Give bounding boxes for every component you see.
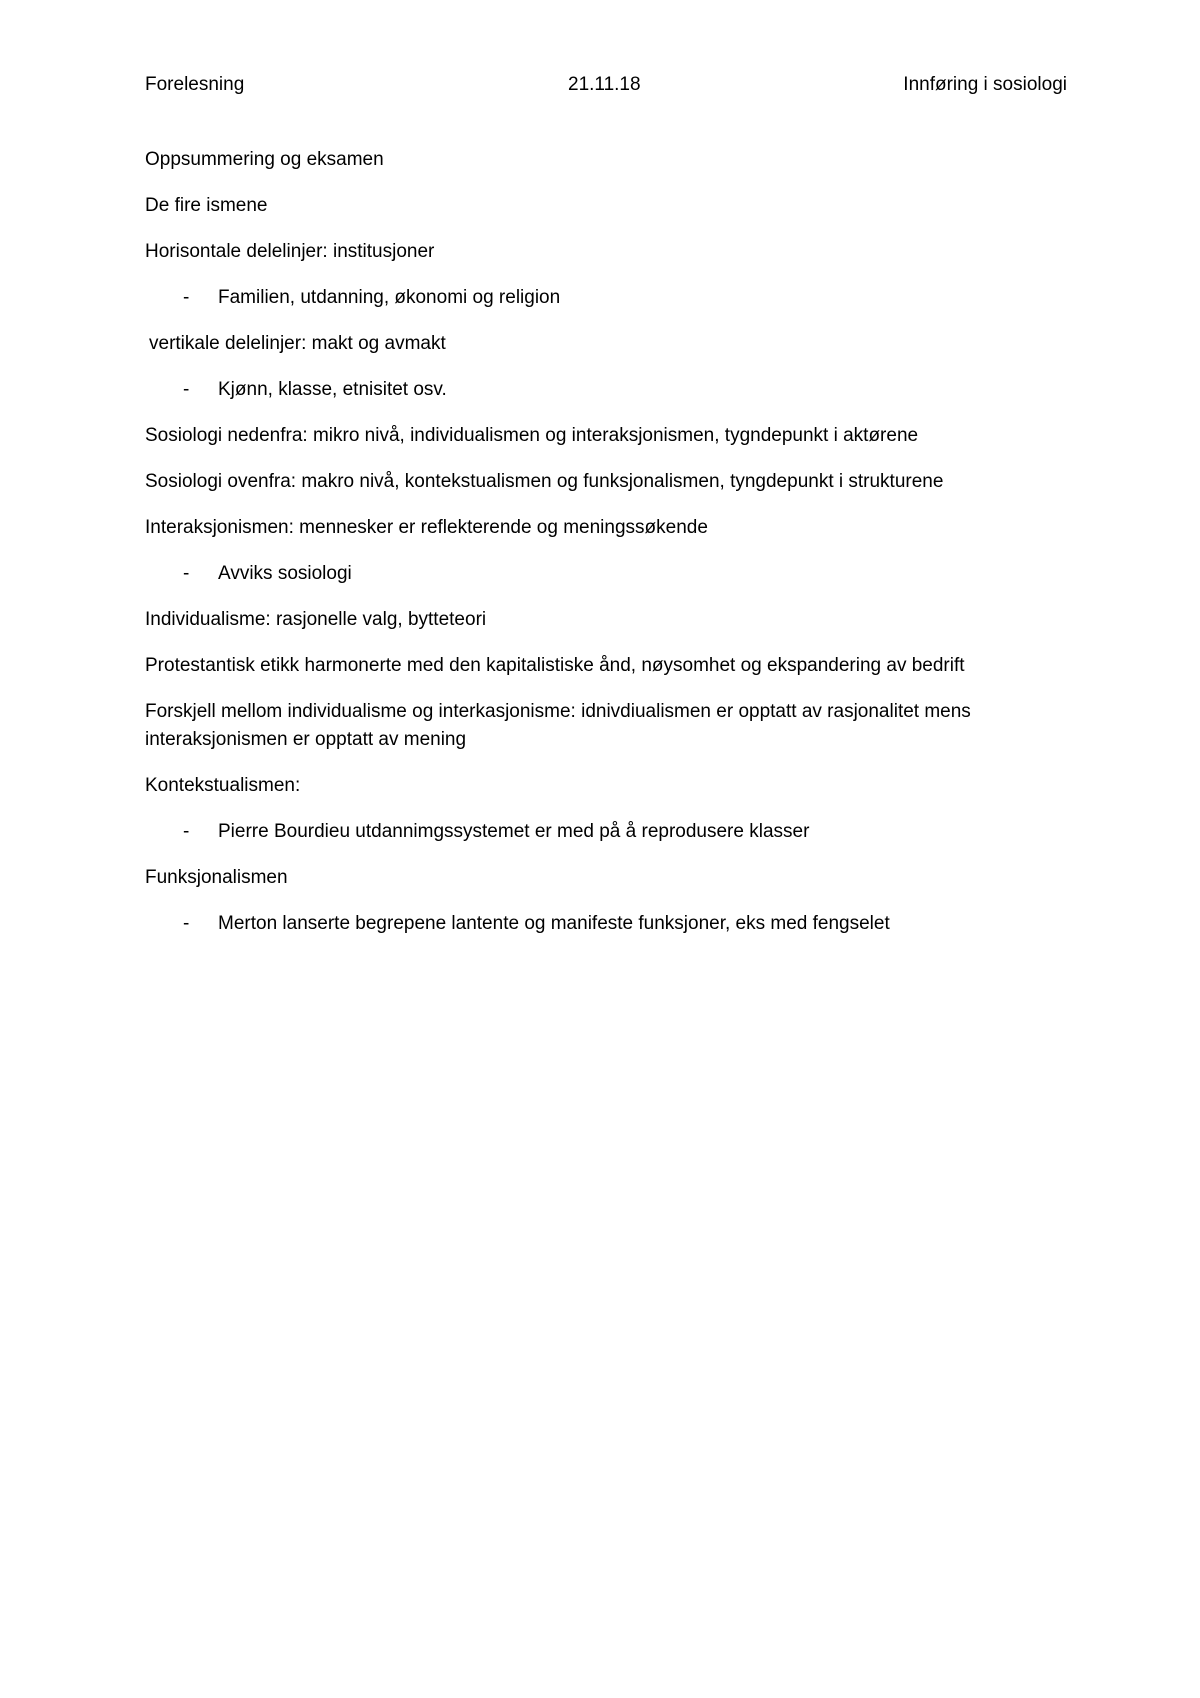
bullet-text: Pierre Bourdieu utdannimgssystemet er med på å reprodusere klasser (218, 821, 810, 842)
header-date: 21.11.18 (568, 74, 641, 95)
bullet-dash: - (183, 287, 190, 308)
paragraph: vertikale delelinjer: makt og avmakt (149, 333, 446, 354)
paragraph: Sosiologi ovenfra: makro nivå, kontekstualismen og funksjonalismen, tyngdepunkt i strukturene (145, 471, 944, 492)
header-left: Forelesning (145, 74, 245, 95)
paragraph: Forskjell mellom individualisme og interkasjonisme: idnivdiualismen er opptatt av rasjonalitet mens interaksjonismen er opptatt av mening (145, 701, 971, 750)
bullet-item (145, 910, 1075, 938)
paragraph: Horisontale delelinjer: institusjoner (145, 241, 435, 262)
bullet-dash: - (183, 379, 190, 400)
paragraph: Individualisme: rasjonelle valg, bytteteori (145, 609, 487, 630)
bullet-text: Familien, utdanning, økonomi og religion (218, 287, 561, 308)
paragraph: De fire ismene (145, 195, 268, 216)
paragraph: Kontekstualismen: (145, 775, 301, 796)
paragraph-title: Oppsummering og eksamen (145, 149, 384, 170)
document-body (145, 146, 1075, 956)
bullet-item (145, 818, 1075, 846)
paragraph: Interaksjonismen: mennesker er reflekterende og meningssøkende (145, 517, 708, 538)
header-course: Innføring i sosiologi (903, 74, 1067, 95)
bullet-item (145, 376, 1075, 404)
bullet-dash: - (183, 563, 190, 584)
paragraph: Sosiologi nedenfra: mikro nivå, individualismen og interaksjonismen, tygndepunkt i aktørene (145, 425, 919, 446)
bullet-text: Merton lanserte begrepene lantente og manifeste funksjoner, eks med fengselet (218, 913, 890, 934)
paragraph: Funksjonalismen (145, 867, 288, 888)
bullet-text: Avviks sosiologi (218, 563, 352, 584)
bullet-item (145, 284, 1075, 312)
bullet-item (145, 560, 1075, 588)
paragraph: Protestantisk etikk harmonerte med den kapitalistiske ånd, nøysomhet og ekspandering av bedrift (145, 655, 965, 676)
page-header (145, 74, 1067, 104)
bullet-dash: - (183, 821, 190, 842)
bullet-dash: - (183, 913, 190, 934)
bullet-text: Kjønn, klasse, etnisitet osv. (218, 379, 447, 400)
